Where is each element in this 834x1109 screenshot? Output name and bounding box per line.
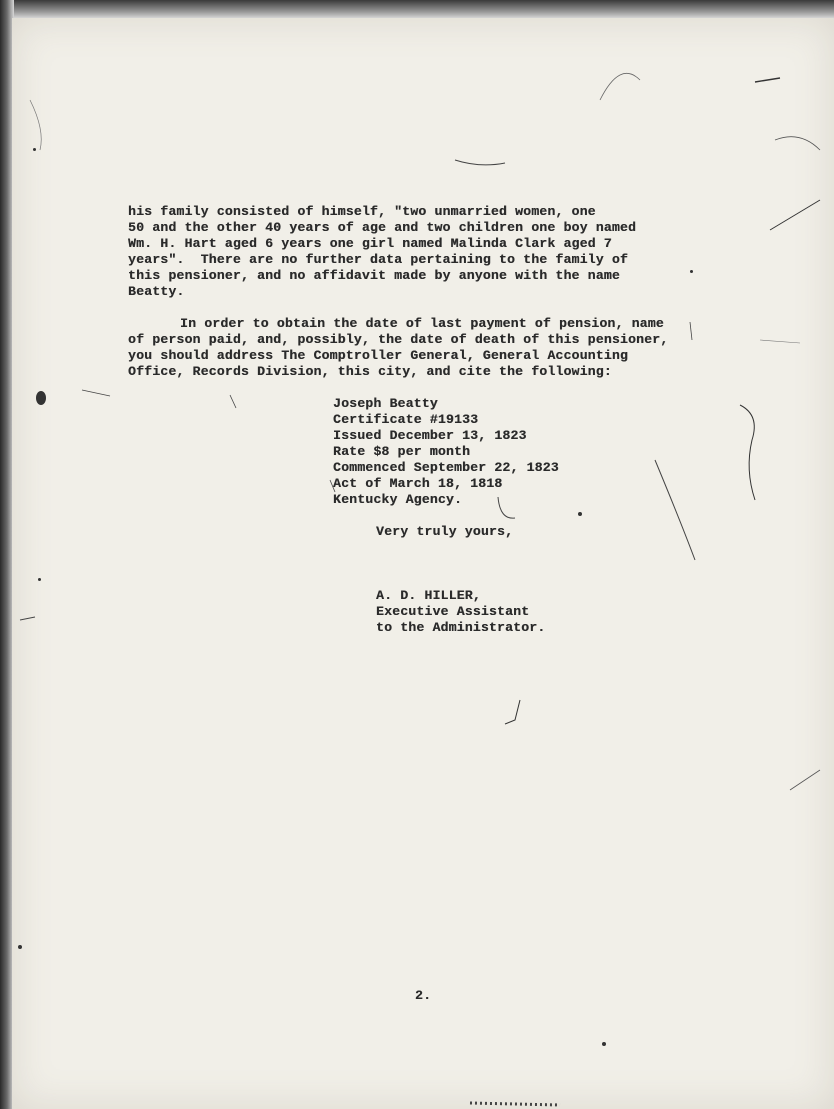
scan-speck — [690, 270, 693, 273]
paragraph2-line: of person paid, and, possibly, the date of death of this pensioner, — [128, 332, 669, 347]
signature-title: to the Administrator. — [376, 620, 546, 635]
citation-line: Kentucky Agency. — [333, 492, 463, 507]
paragraph2-line: you should address The Comptroller General, General Accounting — [128, 348, 628, 363]
citation-line: Rate $8 per month — [333, 444, 471, 459]
citation-line: Issued December 13, 1823 — [333, 428, 527, 443]
scan-speck — [38, 578, 41, 581]
page-number: 2. — [415, 988, 432, 1003]
citation-line: Commenced September 22, 1823 — [333, 460, 559, 475]
citation-line: Joseph Beatty — [333, 396, 438, 411]
scan-speck — [18, 945, 22, 949]
paragraph2-line: In order to obtain the date of last payment of pension, name — [180, 316, 664, 331]
paragraph2-line: Office, Records Division, this city, and cite the following: — [128, 364, 612, 379]
paragraph1-line: years". There are no further data pertaining to the family of — [128, 252, 628, 267]
citation-line: Act of March 18, 1818 — [333, 476, 503, 491]
closing-salutation: Very truly yours, — [376, 524, 514, 539]
paragraph1-line: this pensioner, and no affidavit made by anyone with the name — [128, 268, 620, 283]
paragraph1-line: 50 and the other 40 years of age and two children one boy named — [128, 220, 637, 235]
paragraph1-line: Beatty. — [128, 284, 185, 299]
scan-speck — [602, 1042, 606, 1046]
scan-speck — [578, 512, 582, 516]
signature-name: A. D. HILLER, — [376, 588, 481, 603]
paragraph1-line: Wm. H. Hart aged 6 years one girl named Malinda Clark aged 7 — [128, 236, 612, 251]
citation-line: Certificate #19133 — [333, 412, 479, 427]
paragraph1-line: his family consisted of himself, "two unmarried women, one — [128, 204, 596, 219]
scan-speck — [33, 148, 36, 151]
signature-title: Executive Assistant — [376, 604, 530, 619]
